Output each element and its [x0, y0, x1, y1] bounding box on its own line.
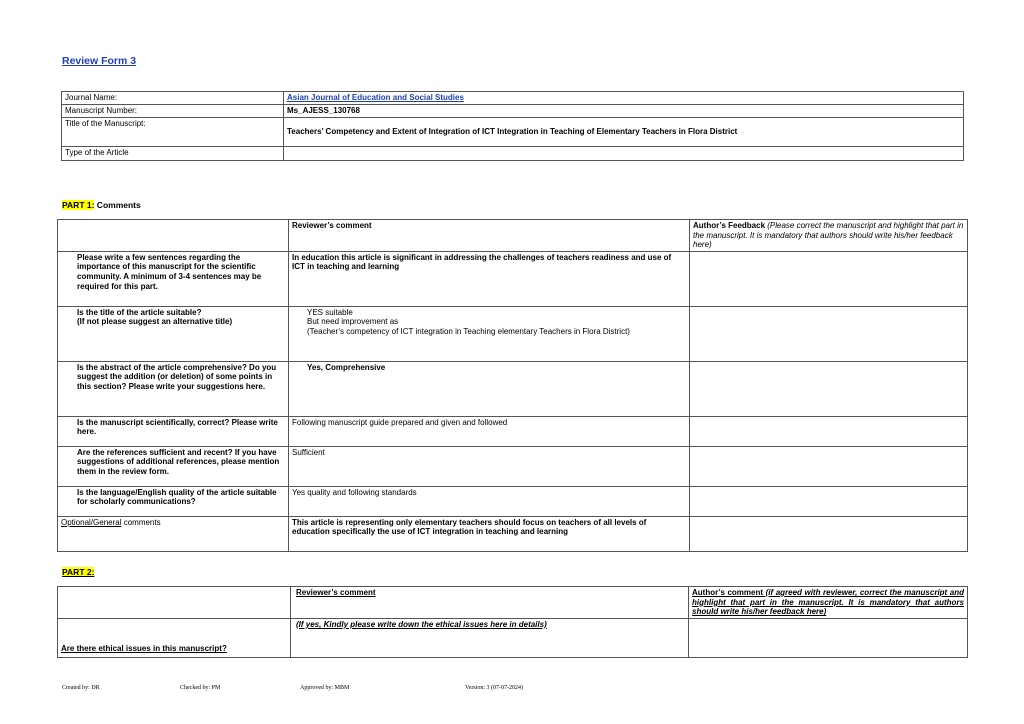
part1-comments-table: [57, 219, 968, 552]
question-references: Are the references sufficient and recent? If you have suggestions of additional references, please mention them in the review form.: [58, 446, 289, 486]
question-importance: Please write a few sentences regarding the importance of this manuscript for the scientific community. A minimum of 3-4 sentences may be required for this part.: [58, 251, 289, 306]
part2-reviewer-header: Reviewer’s comment: [291, 587, 689, 619]
manuscript-number-value: Ms_AJESS_130768: [284, 105, 964, 118]
question-language: Is the language/English quality of the article suitable for scholarly communications?: [58, 486, 289, 516]
author-feedback-cell[interactable]: [690, 516, 968, 551]
part1-author-header: [690, 220, 968, 252]
journal-name-label: Journal Name:: [62, 92, 284, 105]
ethical-issues-note[interactable]: (If yes, Kindly please write down the ethical issues here in details): [291, 618, 689, 657]
part2-corner-cell: [58, 587, 291, 619]
part2-author-header: [689, 587, 968, 619]
question-title-line1: Is the title of the article suitable?: [77, 307, 202, 317]
comment-language: Yes quality and following standards: [289, 486, 690, 516]
question-title-line2: (If not please suggest an alternative title): [77, 317, 233, 327]
table-row: [58, 516, 968, 551]
question-title: [58, 306, 289, 361]
table-row: [58, 306, 968, 361]
ethical-issues-question: Are there ethical issues in this manuscript?: [58, 618, 291, 657]
part2-label: PART 2:: [62, 567, 95, 577]
author-comment-cell[interactable]: [689, 618, 968, 657]
comment-title-line1: YES suitable: [307, 307, 353, 317]
footer-version: Version: 3 (07-07-2024): [465, 685, 523, 691]
table-row: [58, 251, 968, 306]
optional-comments-text: comments: [121, 517, 161, 527]
author-feedback-cell[interactable]: [690, 306, 968, 361]
author-feedback-cell[interactable]: [690, 251, 968, 306]
comment-references: Sufficient: [289, 446, 690, 486]
manuscript-info-table: [61, 91, 964, 161]
author-feedback-note: (Please correct the manuscript and highlight that part in the manuscript. It is mandatory that authors should write his/her feedback here): [693, 221, 964, 250]
article-type-value[interactable]: [284, 147, 964, 161]
question-scientific: Is the manuscript scientifically, correct? Please write here.: [58, 416, 289, 446]
author-comment-note: (if agreed with reviewer, correct the manuscript and highlight that part in the manuscript. It is mandatory that authors should write his/her feedback here): [692, 588, 965, 617]
table-row: [58, 416, 968, 446]
footer-checked-by: Checked by: PM: [180, 685, 221, 691]
author-feedback-cell[interactable]: [690, 446, 968, 486]
optional-comments-label: [58, 516, 289, 551]
author-feedback-cell[interactable]: [690, 486, 968, 516]
article-type-label: Type of the Article: [62, 147, 284, 161]
table-row: [58, 446, 968, 486]
table-row: [58, 486, 968, 516]
table-row: [58, 361, 968, 416]
part2-ethics-table: [57, 586, 968, 658]
author-comment-title: Author’s comment: [692, 588, 764, 597]
footer-approved-by: Approved by: MBM: [300, 685, 350, 691]
part1-heading: [62, 200, 141, 210]
comment-title-line3: (Teacher’s competency of ICT integration in Teaching elementary Teachers in Flora District): [307, 326, 630, 336]
footer-created-by: Created by: DR: [62, 685, 100, 691]
author-feedback-cell[interactable]: [690, 361, 968, 416]
part2-heading: [62, 567, 94, 577]
manuscript-title-value: Teachers’ Competency and Extent of Integration of ICT Integration in Teaching of Elementary Teachers in Flora District: [284, 118, 964, 147]
optional-general-text: Optional/General: [61, 517, 122, 527]
form-title: Review Form 3: [62, 55, 137, 67]
optional-comment-value: This article is representing only elementary teachers should focus on teachers of all levels of education specifically the use of ICT integration in teaching and learning: [289, 516, 690, 551]
author-feedback-cell[interactable]: [690, 416, 968, 446]
manuscript-title-label: Title of the Manuscript:: [62, 118, 284, 147]
comment-abstract: Yes, Comprehensive: [289, 361, 690, 416]
journal-name-link[interactable]: Asian Journal of Education and Social Studies: [287, 93, 464, 102]
comment-title: [289, 306, 690, 361]
comment-scientific: Following manuscript guide prepared and given and followed: [289, 416, 690, 446]
table-row: [58, 618, 968, 657]
question-abstract: Is the abstract of the article comprehensive? Do you suggest the addition (or deletion) of some points in this section? Please write your suggestions here.: [58, 361, 289, 416]
part1-corner-cell: [58, 220, 289, 252]
part1-label: PART 1:: [62, 200, 95, 210]
part1-label-suffix: Comments: [94, 200, 141, 210]
comment-title-line2: But need improvement as: [307, 317, 399, 327]
part1-reviewer-header: Reviewer’s comment: [289, 220, 690, 252]
manuscript-number-label: Manuscript Number:: [62, 105, 284, 118]
author-feedback-title: Author’s Feedback: [693, 221, 766, 230]
comment-importance: In education this article is significant in addressing the challenges of teachers readiness and use of ICT in teaching and learning: [289, 251, 690, 306]
